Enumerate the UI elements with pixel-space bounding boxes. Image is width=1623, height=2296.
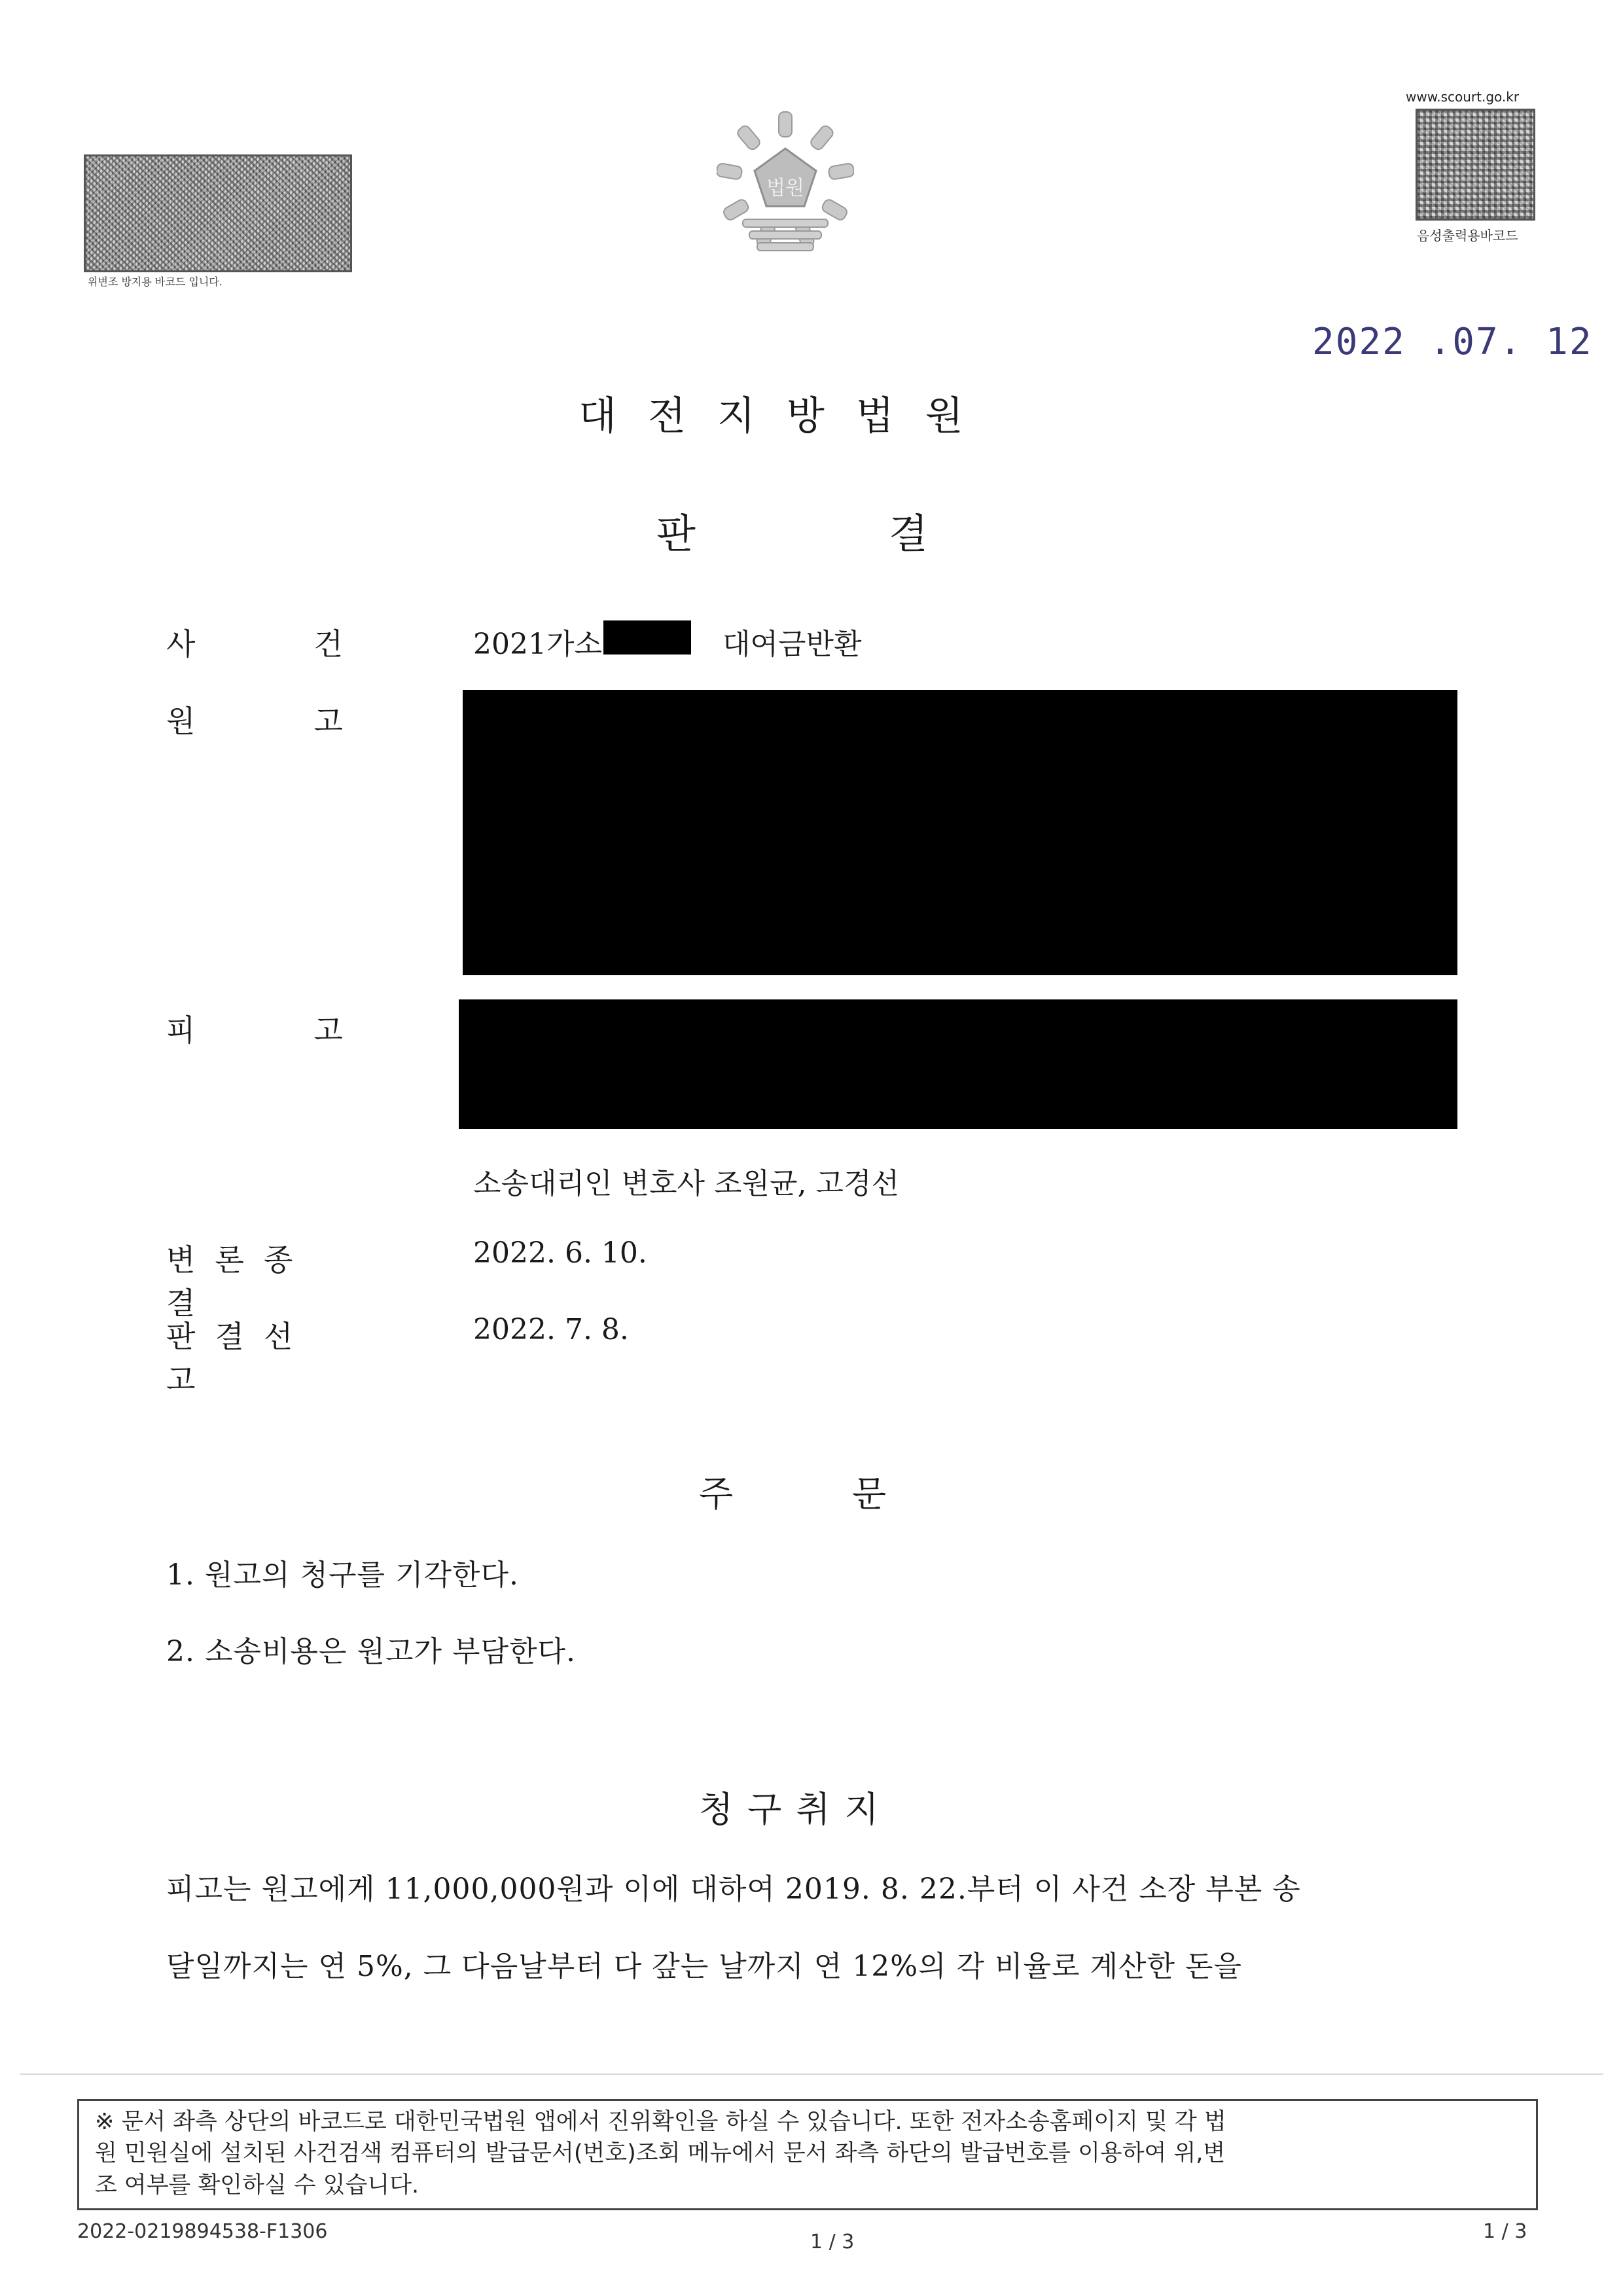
claim-line-1: 피고는 원고에게 11,000,000원과 이에 대하여 2019. 8. 22.부터 이 사건 소장 부본 송 (166, 1873, 1301, 1906)
verification-notice (77, 2099, 1538, 2210)
closing-date: 2022. 6. 10. (473, 1236, 647, 1270)
case-label: 사 건 (166, 626, 343, 662)
page-number-right: 1 / 3 (1483, 2220, 1527, 2243)
audio-output-barcode-caption: 음성출력용바코드 (1417, 228, 1518, 243)
doc-title-left: 판 (656, 510, 696, 558)
case-number-prefix: 2021가소 (473, 628, 602, 661)
case-name: 대여금반환 (722, 628, 862, 661)
footer-divider (20, 2073, 1603, 2075)
audio-output-barcode (1416, 109, 1535, 221)
ruling-date: 2022. 7. 8. (473, 1313, 629, 1346)
verification-barcode (84, 154, 352, 272)
issue-number: 2022-0219894538-F1306 (77, 2220, 328, 2243)
judgment-heading-right: 문 (852, 1473, 887, 1515)
notice-line-1: ※ 문서 좌측 상단의 바코드로 대한민국법원 앱에서 진위확인을 하실 수 있습니다. 또한 전자소송홈페이지 및 각 법 (95, 2109, 1226, 2135)
ruling-label: 판결선고 (166, 1319, 313, 1397)
court-emblem-text: 법원 (766, 177, 804, 200)
court-url: www.scourt.go.kr (1406, 89, 1520, 105)
plaintiff-label: 원 고 (166, 704, 343, 739)
plaintiff-redaction (463, 690, 1457, 975)
defendant-redaction (459, 999, 1457, 1129)
page-number-center: 1 / 3 (810, 2231, 855, 2253)
defendant-label: 피 고 (166, 1013, 343, 1048)
court-name: 대전지방법원 (579, 393, 995, 439)
claim-line-2: 달일까지는 연 5%, 그 다음날부터 다 갚는 날까지 연 12%의 각 비율로 계산한 돈을 (166, 1950, 1243, 1983)
notice-line-3: 조 여부를 확인하실 수 있습니다. (95, 2172, 419, 2198)
doc-title-right: 결 (889, 510, 928, 558)
received-date-stamp: 2022 .07. 12 (1312, 321, 1593, 363)
notice-line-2: 원 민원실에 설치된 사건검색 컴퓨터의 발급문서(번호)조회 메뉴에서 문서 좌측 하단의 발급번호를 이용하여 위,변 (95, 2140, 1226, 2167)
claim-heading: 청구취지 (699, 1789, 893, 1830)
case-number-redaction (603, 620, 691, 655)
judgment-item-2: 2. 소송비용은 원고가 부담한다. (166, 1635, 576, 1668)
judgment-heading-left: 주 (699, 1473, 734, 1515)
verification-barcode-caption: 위변조 방지용 바코드 입니다. (88, 276, 223, 288)
judgment-item-1: 1. 원고의 청구를 기각한다. (166, 1558, 519, 1592)
counsel: 소송대리인 변호사 조원균, 고경선 (473, 1167, 899, 1200)
closing-label: 변론종결 (166, 1242, 313, 1321)
